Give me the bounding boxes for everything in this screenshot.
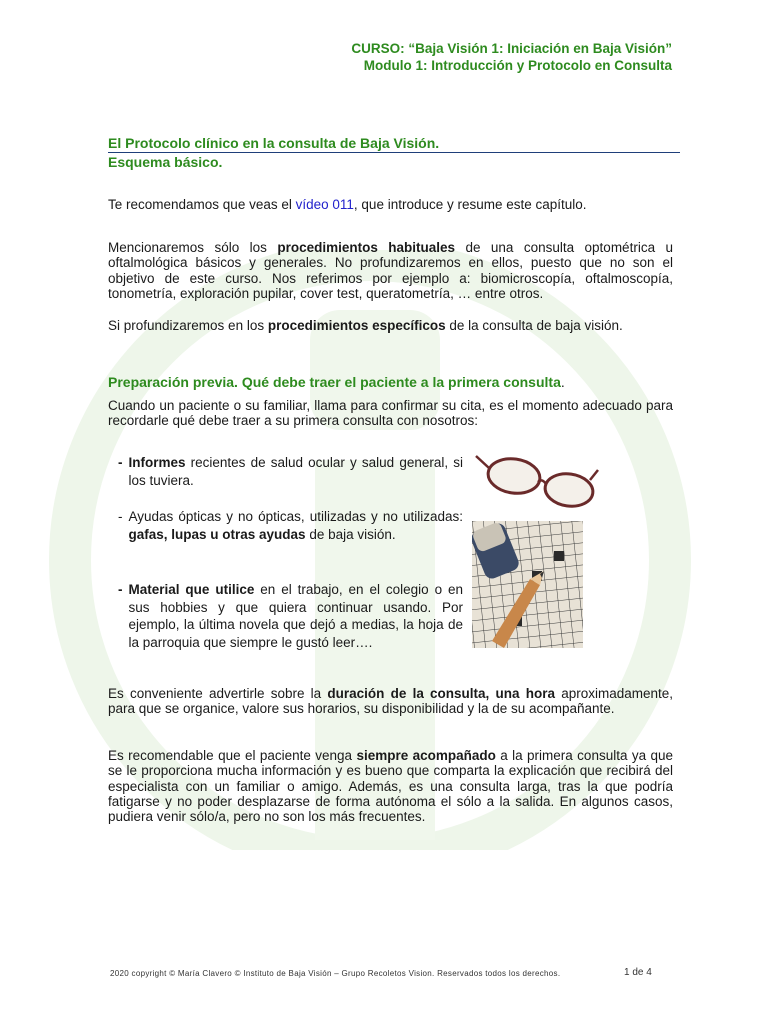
paragraph-companion: Es recomendable que el paciente venga siempre acompañado a la primera consulta ya que se le proporciona mucha información y es bueno que comparta la explicación que recibirá del especialista con un familiar o amigo. Además, es una consulta larga, tras la que podría fatigarse y no poder desplazarse de forma autónoma el sólo a la salida. En algunos casos, pudiera venir sólo/a, pero no son los más frecuentes. bbox=[108, 748, 674, 825]
paragraph-procedures: Mencionaremos sólo los procedimientos habituales de una consulta optométrica u oftalmológica básicos y generales. No profundizaremos en ellos, puesto que no son el objetivo de este curso. Nos referimos por ejemplo a: biomicroscopía, oftalmoscopía, tonometría, exploración pupilar, cover test, queratometría, … entre otros. bbox=[108, 240, 673, 301]
bold-duration: duración de la consulta, una hora bbox=[327, 686, 555, 701]
bullet-dash: - bbox=[118, 455, 123, 470]
subsection-heading: Preparación previa. Qué debe traer el paciente a la primera consulta. bbox=[108, 374, 565, 390]
section-divider bbox=[108, 152, 680, 153]
bold-procedures-especificos: procedimientos específicos bbox=[267, 318, 446, 333]
bold-procedures-habituales: procedimientos habituales bbox=[277, 240, 456, 255]
list-item: - Informes recientes de salud ocular y salud general, si los tuviera. bbox=[118, 455, 463, 488]
page-number: 1 de 4 bbox=[624, 967, 652, 978]
module-title: Modulo 1: Introducción y Protocolo en Consulta bbox=[363, 58, 672, 73]
intro-paragraph bbox=[108, 197, 673, 212]
bold-companion: siempre acompañado bbox=[356, 748, 496, 763]
section-title-line2: Esquema básico. bbox=[108, 154, 223, 170]
intro-text-end: , que introduce y resume este capítulo. bbox=[353, 197, 587, 212]
paragraph-specific: Si profundizaremos en los procedimientos específicos de la consulta de baja visión. bbox=[108, 318, 623, 333]
intro-text: Te recomendamos que veas el bbox=[108, 197, 296, 212]
footer-copyright: 2020 copyright © María Clavero © Instituto de Baja Visión – Grupo Recoletos Vision. Reservados todos los derechos. bbox=[110, 969, 561, 978]
list-item: - Ayudas ópticas y no ópticas, utilizadas y no utilizadas: gafas, lupas u otras ayudas de baja visión. bbox=[118, 509, 463, 542]
bullet-dash: - bbox=[118, 582, 123, 597]
course-header bbox=[351, 40, 672, 74]
reading-glasses-image bbox=[474, 450, 600, 516]
section-title-line1: El Protocolo clínico en la consulta de Baja Visión. bbox=[108, 135, 440, 151]
paragraph-preparation: Cuando un paciente o su familiar, llama para confirmar su cita, es el momento adecuado para recordarle qué debe traer a su primera consulta con nosotros: bbox=[108, 398, 673, 429]
list-item: - Material que utilice en el trabajo, en el colegio o en sus hobbies y que quiera continuar usando. Por ejemplo, la última novela que dejó a medias, la hoja de la parroquia que siempre le gustó leer…. bbox=[118, 582, 463, 650]
video-link[interactable]: vídeo 011 bbox=[295, 197, 354, 212]
bullet-dash: - bbox=[118, 509, 123, 524]
course-title: CURSO: “Baja Visión 1: Iniciación en Baja Visión” bbox=[351, 41, 672, 56]
crossword-pencil-image bbox=[472, 521, 583, 648]
paragraph-duration: Es conveniente advertirle sobre la duración de la consulta, una hora aproximadamente, para que se organice, valore sus horarios, su disponibilidad y la de su acompañante. bbox=[108, 686, 674, 717]
